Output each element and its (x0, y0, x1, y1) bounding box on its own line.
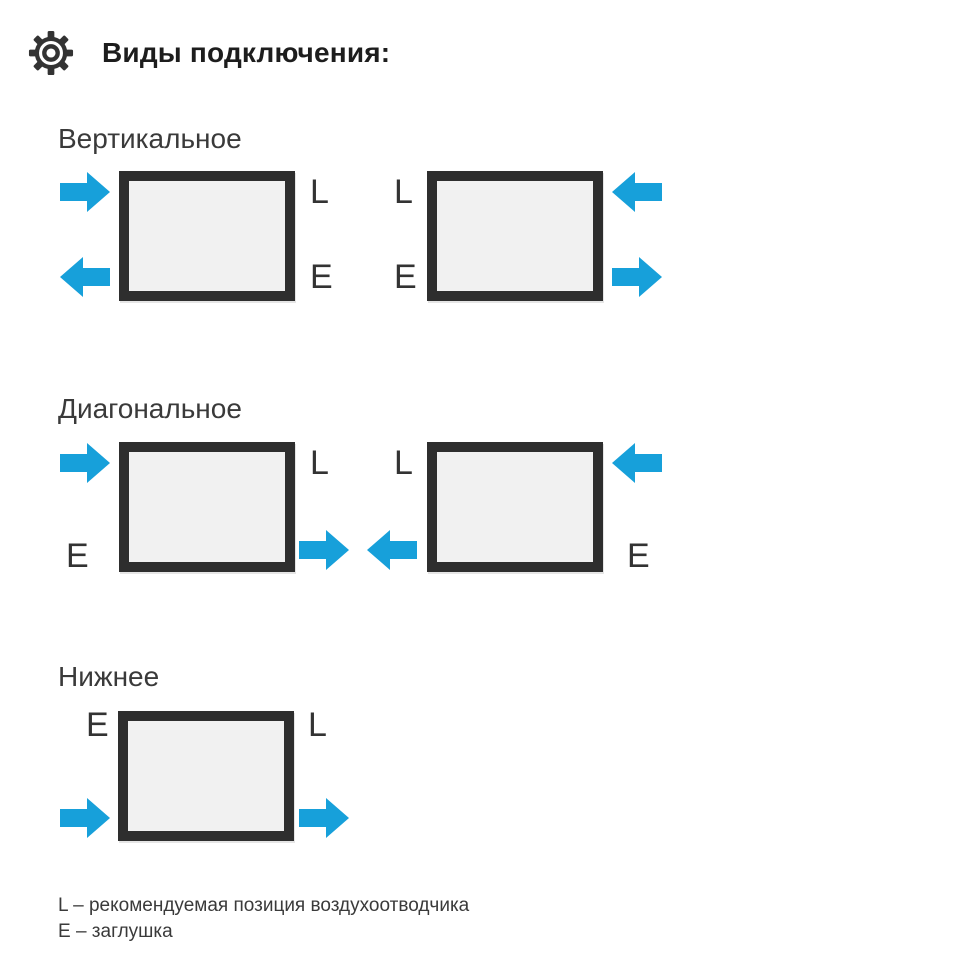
legend-line-l: L – рекомендуемая позиция воздухоотводчика (58, 895, 470, 916)
section-title-bottom: Нижнее (58, 661, 160, 692)
arrow-left-icon (60, 257, 110, 297)
gear-icon (28, 30, 74, 76)
page-title: Виды подключения: (102, 37, 391, 68)
port-label-e: E (394, 258, 417, 296)
arrow-right-icon (60, 443, 110, 483)
arrow-left-icon (612, 443, 662, 483)
radiator-box (427, 171, 603, 301)
section-title-vertical: Вертикальное (58, 123, 242, 154)
radiator-box (119, 442, 295, 572)
port-label-l: L (310, 444, 329, 482)
arrow-left-icon (367, 530, 417, 570)
port-label-e: E (310, 258, 333, 296)
section-title-diagonal: Диагональное (58, 393, 242, 424)
radiator-box (119, 171, 295, 301)
port-label-e: E (86, 706, 109, 744)
legend-line-e: E – заглушка (58, 921, 173, 942)
arrow-right-icon (299, 530, 349, 570)
arrow-right-icon (612, 257, 662, 297)
port-label-l: L (310, 173, 329, 211)
arrow-right-icon (299, 798, 349, 838)
port-label-l: L (394, 444, 413, 482)
port-label-l: L (308, 706, 327, 744)
legend (58, 893, 469, 945)
arrow-right-icon (60, 172, 110, 212)
radiator-box (118, 711, 294, 841)
port-label-e: E (66, 537, 89, 575)
port-label-e: E (627, 537, 650, 575)
radiator-box (427, 442, 603, 572)
port-label-l: L (394, 173, 413, 211)
arrow-left-icon (612, 172, 662, 212)
header (28, 28, 390, 78)
arrow-right-icon (60, 798, 110, 838)
